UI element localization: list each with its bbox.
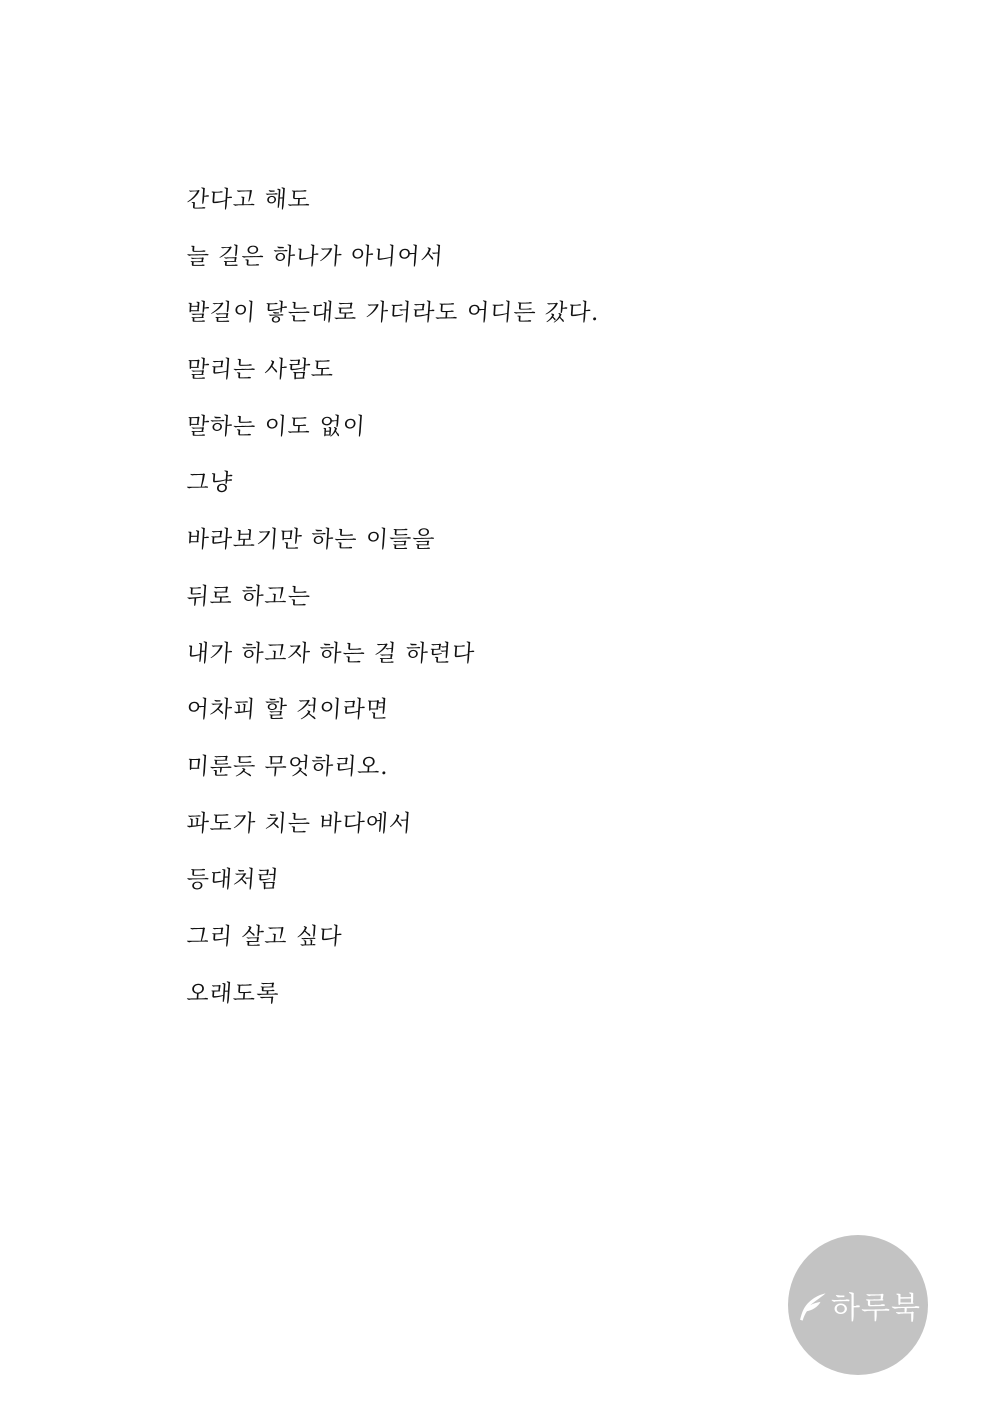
poem-line: 그냥 — [185, 470, 234, 497]
poem-line: 미룬듯 무엇하리오. — [185, 753, 390, 780]
poem-line: 파도가 치는 바다에서 — [185, 810, 414, 837]
poem-line: 내가 하고자 하는 걸 하련다 — [185, 640, 477, 667]
poem-line: 말하는 이도 없이 — [185, 413, 367, 440]
poem-line: 말리는 사람도 — [185, 357, 336, 384]
poem-line: 바라보기만 하는 이들을 — [185, 527, 437, 554]
poem-line: 간다고 해도 — [185, 187, 312, 213]
poem — [186, 180, 886, 1030]
poem-line: 뒤로 하고는 — [185, 583, 312, 610]
poem-line: 등대처럼 — [185, 867, 281, 894]
poem-line: 그리 살고 싶다 — [185, 923, 344, 950]
poem-line: 늘 길은 하나가 아니어서 — [185, 243, 445, 270]
poem-line: 발길이 닿는대로 가더라도 어디든 갔다. — [185, 300, 601, 327]
logo-badge — [788, 1235, 928, 1375]
feather-icon — [795, 1290, 829, 1324]
poem-line: 어차피 할 것이라면 — [185, 697, 390, 724]
poem-line: 오래도록 — [185, 980, 281, 1007]
logo-text: 하루북 — [831, 1291, 921, 1326]
